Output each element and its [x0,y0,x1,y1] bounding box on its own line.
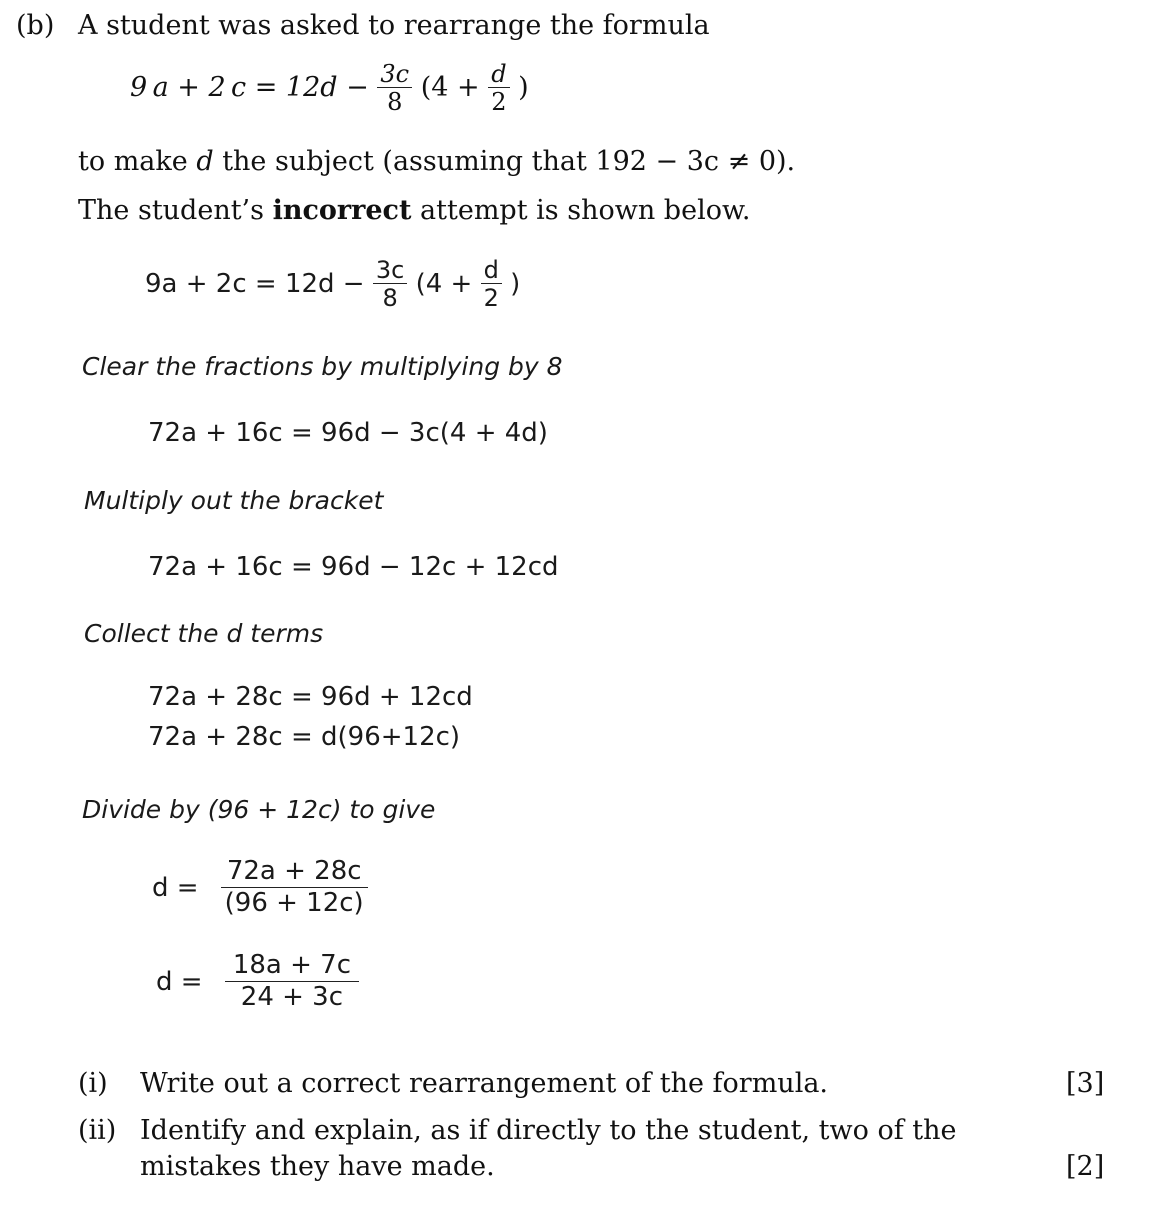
question-i-text: Write out a correct rearrangement of the formula. [140,1068,829,1099]
eq4-fraction [221,858,368,918]
step-3-label: Collect the d terms [84,619,324,648]
intro-text: A student was asked to rearrange the formula [78,10,710,41]
working-equation-5 [156,952,359,1012]
question-i-label: (i) [78,1068,108,1099]
fraction-denominator: 2 [483,284,499,313]
fraction-numerator: 72a + 28c [221,858,368,888]
question-ii-marks: [2] [1066,1151,1105,1182]
fraction-numerator: d [481,258,502,284]
fraction-denominator: 2 [491,88,507,117]
fraction-denominator: 24 + 3c [240,982,344,1013]
working-equation-0 [145,258,520,311]
question-ii-text-line-2: mistakes they have made. [140,1151,495,1182]
attempt-line [78,195,750,226]
eq0-fraction-3c-8 [373,258,407,311]
working-equation-3b: 72a + 28c = d(96+12c) [148,722,461,752]
subject-variable: d [196,146,214,177]
question-ii-text-line-1: Identify and explain, as if directly to the student, two of the [140,1115,957,1146]
fraction-numerator: 18a + 7c [225,952,359,982]
question-ii-label: (ii) [78,1115,117,1146]
step-4-label: Divide by (96 + 12c) to give [82,795,436,824]
subject-line-pre: to make [78,146,197,177]
formula-bracket-open: (4 + [420,72,480,104]
part-label: (b) [16,10,55,41]
fraction-denominator: 8 [387,88,403,117]
working-equation-1: 72a + 16c = 96d − 3c(4 + 4d) [148,418,548,448]
eq0-bracket-close: ) [510,269,521,300]
subject-line [78,146,795,177]
fraction-numerator: 3c [373,258,407,284]
fraction-numerator: d [488,62,509,88]
eq5-fraction [225,952,359,1012]
working-equation-3a: 72a + 28c = 96d + 12cd [148,682,473,712]
attempt-line-pre: The student’s [78,195,273,226]
eq0-lhs: 9a + 2c = 12d − [145,269,365,300]
question-i-marks: [3] [1066,1068,1105,1099]
fraction-numerator: 3c [377,62,412,88]
eq5-lhs: d = [156,966,203,997]
formula [130,62,529,115]
eq4-lhs: d = [152,872,199,903]
formula-fraction-d-2 [488,62,509,115]
working-equation-2: 72a + 16c = 96d − 12c + 12cd [148,552,559,582]
formula-fraction-3c-8 [377,62,412,115]
fraction-denominator: 8 [382,284,398,313]
eq0-bracket-open: (4 + [415,269,473,300]
formula-lhs: 9 a + 2 c = 12d − [130,72,369,104]
subject-line-post: the subject (assuming that 192 − 3c ≠ 0). [213,146,796,177]
step-1-label: Clear the fractions by multiplying by 8 [82,352,563,381]
formula-bracket-close: ) [518,72,529,104]
attempt-line-post: attempt is shown below. [411,195,751,226]
fraction-denominator: (96 + 12c) [224,888,364,919]
working-equation-4 [152,858,368,918]
eq0-fraction-d-2 [481,258,502,311]
step-2-label: Multiply out the bracket [84,486,384,515]
attempt-line-bold: incorrect [272,195,412,226]
